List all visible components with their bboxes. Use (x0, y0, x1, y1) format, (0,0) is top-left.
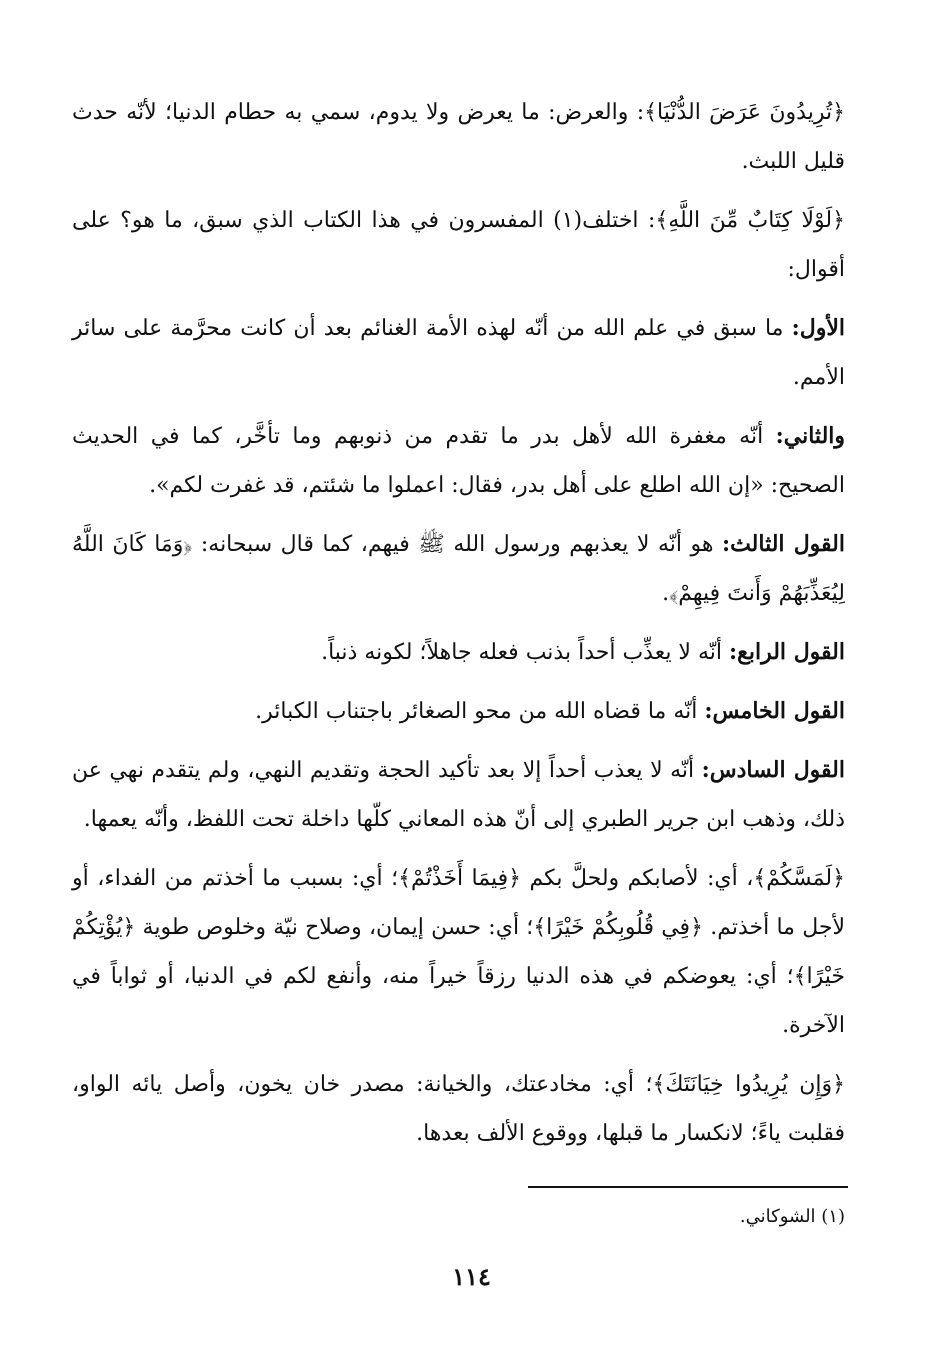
paragraph-text: هو أنّه لا يعذبهم ورسول الله ﷺ فيهم، كما قال سبحانه: ﴿وَمَا كَانَ اللَّهُ لِيُعَذِّبَهُمْ وَأَنتَ فِيهِمْ﴾. (72, 532, 845, 606)
paragraph-text: أنّه لا يعذب أحداً إلا بعد تأكيد الحجة وتقديم النهي، ولم يتقدم نهي عن ذلك، وذهب ابن جرير الطبري إلى أنّ هذه المعاني كلّها داخلة تحت اللفظ، وأنّه يعمها. (72, 758, 845, 832)
paragraph-text: ﴿لَمَسَّكُمْ﴾، أي: لأصابكم ولحلَّ بكم ﴿فِيمَا أَخَذْتُمْ﴾؛ أي: بسبب ما أخذتم من الفداء، أو لأجل ما أخذتم. ﴿فِي قُلُوبِكُمْ خَيْرًا﴾؛ أي: حسن إيمان، وصلاح نيّة وخلوص طوية ﴿يُؤْتِكُمْ خَيْرًا﴾؛ أي: يعوضكم في هذه الدنيا رزقاً خيراً منه، وأنفع لكم في الدنيا، أو ثواباً في الآخرة. (72, 866, 845, 1038)
paragraph-text: أنّه مغفرة الله لأهل بدر ما تقدم من ذنوبهم وما تأخَّر، كما في الحديث الصحيح: «إن الله اطلع على أهل بدر، فقال: اعملوا ما شئتم، قد غفرت لكم». (72, 424, 845, 498)
paragraph-label: والثاني: (775, 423, 846, 449)
paragraph-1 (72, 88, 845, 186)
paragraph-text: ﴿وَإِن يُرِيدُوا خِيَانَتَكَ﴾؛ أي: مخادعتك، والخيانة: مصدر خان يخون، وأصل يائه الواو، فقلبت ياءً؛ لانكسار ما قبلها، ووقوع الألف بعدها. (72, 1072, 845, 1146)
paragraph-text: أنّه ما قضاه الله من محو الصغائر باجتناب الكبائر. (255, 699, 698, 724)
page-number: ١١٤ (452, 1262, 491, 1291)
paragraph-5 (72, 520, 845, 618)
paragraph-9 (72, 854, 845, 1050)
footnote: (١) الشوكاني. (739, 1206, 845, 1227)
paragraph-label: القول السادس: (701, 757, 845, 783)
paragraph-6 (72, 628, 845, 677)
footnote-divider (528, 1186, 848, 1188)
paragraph-3 (72, 304, 845, 402)
paragraph-label: القول الثالث: (721, 531, 845, 557)
paragraph-10 (72, 1060, 845, 1158)
paragraph-label: القول الرابع: (729, 639, 845, 665)
paragraph-4 (72, 412, 845, 510)
paragraph-text: ﴿تُرِيدُونَ عَرَضَ الدُّنْيَا﴾: والعرض: ما يعرض ولا يدوم، سمي به حطام الدنيا؛ لأنّه حدث قليل اللبث. (72, 100, 845, 174)
paragraph-text: ما سبق في علم الله من أنّه لهذه الأمة الغنائم بعد أن كانت محرَّمة على سائر الأمم. (72, 316, 845, 390)
paragraph-text: أنّه لا يعذِّب أحداً بذنب فعله جاهلاً؛ لكونه ذنباً. (321, 640, 723, 665)
paragraph-text: ﴿لَوْلَا كِتَابٌ مِّنَ اللَّهِ﴾: اختلف(١) المفسرون في هذا الكتاب الذي سبق، ما هو؟ على أقوال: (72, 208, 845, 282)
paragraph-2 (72, 196, 845, 294)
paragraph-label: الأول: (791, 315, 845, 341)
paragraph-7 (72, 687, 845, 736)
paragraph-8 (72, 746, 845, 844)
paragraph-label: القول الخامس: (704, 698, 845, 724)
